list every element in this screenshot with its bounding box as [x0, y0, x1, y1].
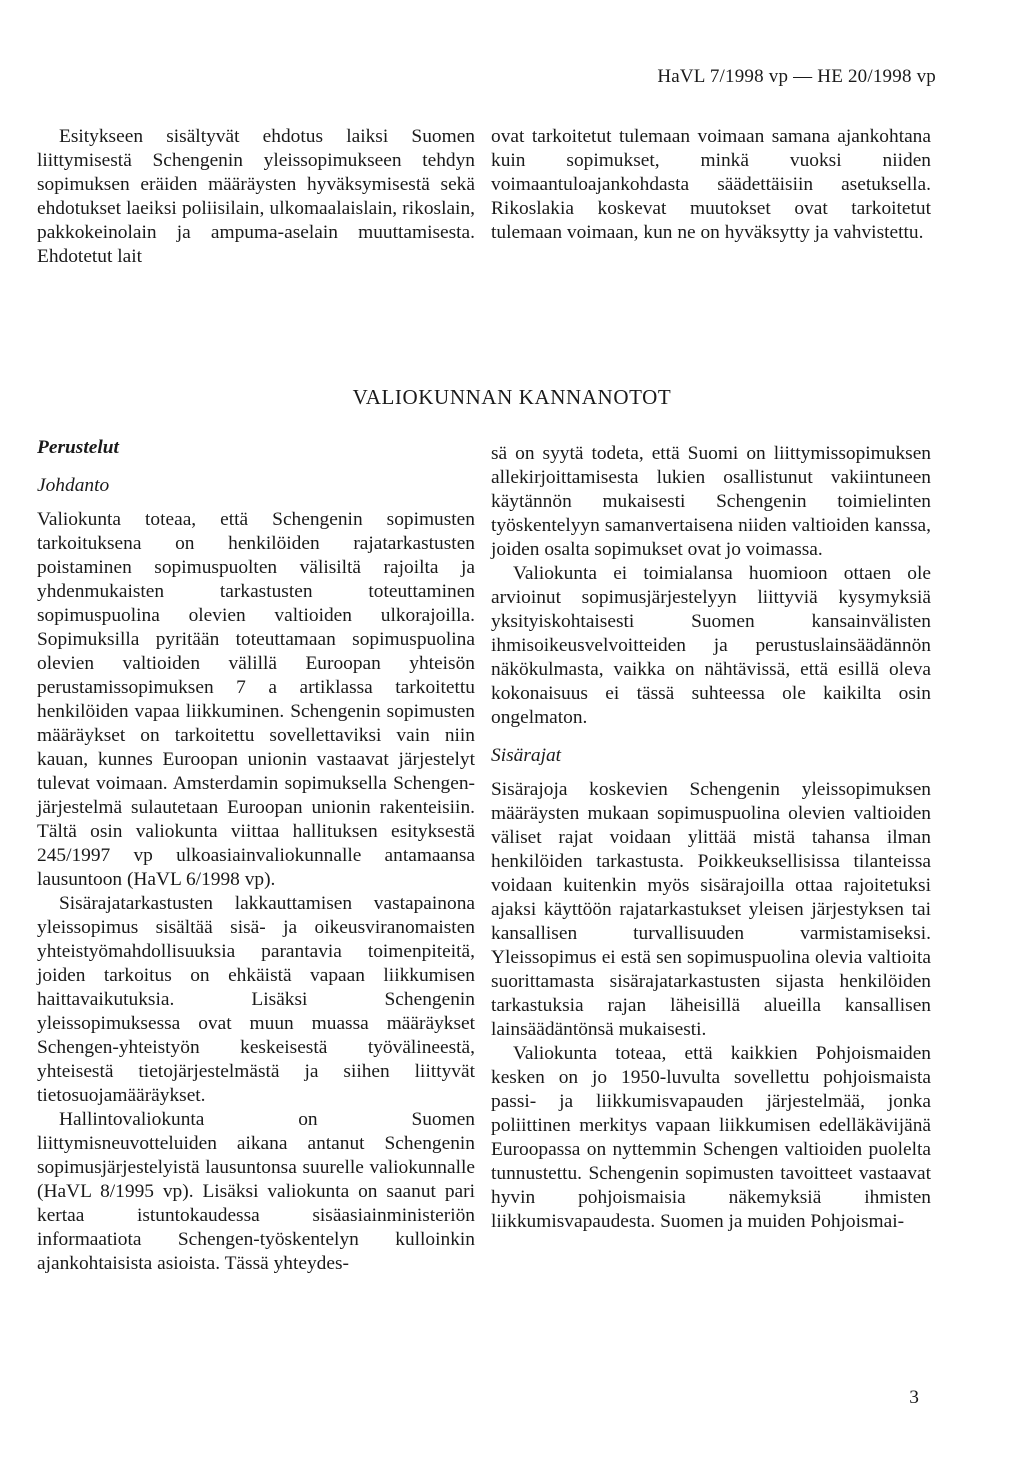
running-header: HaVL 7/1998 vp — HE 20/1998 vp: [657, 66, 936, 87]
intro-right-column: [491, 125, 931, 245]
heading-perustelut: Perustelut: [37, 437, 119, 458]
intro-right-paragraph: ovat tarkoitetut tulemaan voimaan samana ajankohtana kuin sopimukset, minkä vuoksi niiden voimaantuloajankohdasta säädettäisiin asetuksella. Rikoslakia koskevat muutokset ovat tarkoitetut tulemaan voimaan, kun ne on hyväksytty ja vahvistettu.: [491, 126, 931, 243]
right-column: [491, 442, 931, 1234]
subheading-johdanto: Johdanto: [37, 475, 110, 496]
left-column: [37, 436, 475, 1276]
intro-left-paragraph: Esitykseen sisältyvät ehdotus laiksi Suomen liittymisestä Schengenin yleissopimukseen tehdyn sopimuksen eräiden määräysten hyväksymisestä sekä ehdotukset laeiksi poliisilain, ulkomaalaislain, rikoslain, pakkokeinolain ja ampuma-aselain muuttamisesta. Ehdotetut lait: [37, 126, 475, 267]
right-paragraph: Sisärajoja koskevien Schengenin yleissopimuksen määräysten mukaan sopimuspuolina olevien valtioiden väliset rajat voidaan ylittää mistä tahansa ilman henkilöiden tarkastusta. Poikkeuksellisissa tilanteissa voidaan kuitenkin myös sisärajoilla ottaa rajoitetuksi ajaksi käyttöön rajatarkastukset yleisen järjestyksen tai kansallisen turvallisuuden varmistamiseksi. Yleissopimus ei estä sen sopimuspuolina olevia valtioita suorittamasta sisärajatarkastusten sijasta henkilöiden tarkastuksia rajan läheisillä alueilla kansallisen lainsäädäntönsä mukaisesti.: [491, 779, 931, 1040]
right-paragraph: sä on syytä todeta, että Suomi on liittymissopimuksen allekirjoittamisesta lukien osallistunut vakiintuneen käytännön mukaisesti Schengenin toimielinten työskentelyyn samanvertaisena niiden valtioiden kanssa, joiden osalta sopimukset ovat jo voimassa.: [491, 443, 931, 560]
subheading-sisarajat: Sisärajat: [491, 745, 562, 766]
intro-left-column: [37, 125, 475, 269]
page-number: 3: [909, 1387, 919, 1408]
right-paragraph: Valiokunta ei toimialansa huomioon ottaen ole arvioinut sopimusjärjestelyyn liittyviä kysymyksiä yksityiskohtaisesti Suomen kansainvälisten ihmisoikeusvelvoitteiden ja perustuslainsäädännön näkökulmasta, vaikka on nähtävissä, että esillä oleva kokonaisuus ei tässä suhteessa ole kaikilta osin ongelmaton.: [491, 563, 931, 728]
left-paragraph: Valiokunta toteaa, että Schengenin sopimusten tarkoituksena on henkilöiden rajatarkastusten poistaminen sopimuspuolten välisiltä rajoilta ja yhdenmukaisten tarkastusten toteuttaminen sopimuspuolina olevien valtioiden ulkorajoilla. Sopimuksilla pyritään toteuttamaan sopimuspuolina olevien valtioiden välillä Euroopan yhteisön perustamissopimuksen 7 a artiklassa tarkoitettu henkilöiden vapaa liikkuminen. Schengenin sopimusten määräykset on tarkoitettu sovellettaviksi vain niin kauan, kunnes Euroopan unionin vastaavat järjestelyt tulevat voimaan. Amsterdamin sopimuksella Schengen-järjestelmä sulautetaan Euroopan unionin rakenteisiin. Tältä osin valiokunta viittaa hallituksen esityksestä 245/1997 vp ulkoasiainvaliokunnalle antamaansa lausuntoon (HaVL 6/1998 vp).: [37, 509, 475, 890]
left-paragraph: Hallintovaliokunta on Suomen liittymisneuvotteluiden aikana antanut Schengenin sopimusjärjestelyistä lausuntonsa suurelle valiokunnalle (HaVL 8/1995 vp). Lisäksi valiokunta on saanut pari kertaa istuntokaudessa sisäasiainministeriön informaatiota Schengen-työskentelyn kulloinkin ajankohtaisista asioista. Tässä yhteydes-: [37, 1109, 475, 1274]
right-paragraph: Valiokunta toteaa, että kaikkien Pohjoismaiden kesken on jo 1950-luvulta sovellettu pohjoismaista passi- ja liikkumisvapauden järjestelmää, jonka poliittinen merkitys vapaan liikkumisen edelläkävijänä Euroopassa on nyttemmin Schengen valtioiden puolelta tunnustettu. Schengenin sopimusten tavoitteet vastaavat hyvin pohjoismaisia näkemyksiä ihmisten liikkumisvapaudesta. Suomen ja muiden Pohjoismai-: [491, 1043, 931, 1232]
section-title: VALIOKUNNAN KANNANOTOT: [352, 385, 672, 409]
left-paragraph: Sisärajatarkastusten lakkauttamisen vastapainona yleissopimus sisältää sisä- ja oikeusviranomaisten yhteistyömahdollisuuksia parantavia toimenpiteitä, joiden tarkoitus on ehkäistä vapaan liikkumisen haittavaikutuksia. Lisäksi Schengenin yleissopimuksessa ovat muun muassa määräykset Schengen-yhteistyön keskeisestä työvälineestä, yhteisestä tietojärjestelmästä ja siihen liittyvät tietosuojamääräykset.: [37, 893, 475, 1106]
